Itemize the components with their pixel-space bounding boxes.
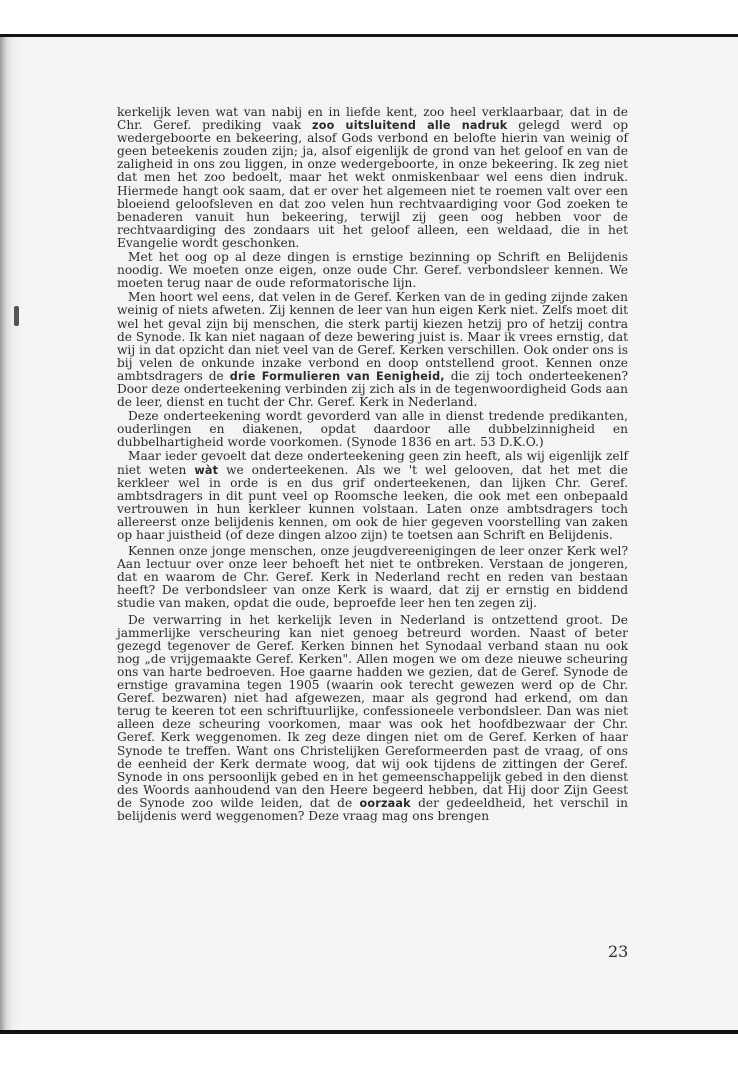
paragraph [117,450,628,542]
paragraph-text: der gedeeldheid, het verschil in belijdenis werd weggenomen? Deze vraag mag ons brengen [117,795,628,823]
paragraph [117,291,628,409]
paragraph-text: Kennen onze jonge menschen, onze jeugdvereenigingen de leer onzer Kerk wel? Aan lectuur over onze leer behoeft het niet te ontbreken. Verstaan de jongeren, dat en waarom de Chr. Geref. Kerk in Nederland recht en reden van bestaan heeft? De verbondsleer van onze Kerk is waard, dat zij er ernstig en biddend studie van maken, opdat die oude, beproefde leer hen ten zegen zij. [117,544,628,611]
paragraph [117,614,628,824]
paragraph-text: gelegd werd op wedergeboorte en bekeering, alsof Gods verbond en belofte hierin van weinig of geen beteekenis zouden zijn; ja, alsof eigenlijk de grond van het geloof en van de zaligheid in ons zou liggen, in onze wedergeboorte, in onze bekeering. Ik zeg niet dat men het zoo bedoelt, maar het wekt onmiskenbaar wel eens dien indruk. Hiermede hangt ook saam, dat er over het algemeen niet te roemen valt over een bloeiend geloofsleven en dat zoo velen hun rechtvaardiging voor God zoeken te benaderen vanuit hun bekeering, terwijl zij geen oog hebben voor de rechtvaardiging des zondaars uit het geloof alleen, een weldaad, die in het Evangelie wordt geschonken. [117,118,628,250]
paragraph [117,410,628,449]
paragraph [117,545,628,610]
paragraph [117,106,628,250]
paragraph-text: Met het oog op al deze dingen is ernstige bezinning op Schrift en Belijdenis noodig. We moeten onze eigen, onze oude Chr. Geref. verbondsleer kennen. We moeten terug naar de oude reformatorische lijn. [117,250,628,291]
emphasis-text: zoo uitsluitend alle nadruk [312,119,508,133]
paragraph-text: Deze onderteekening wordt gevorderd van alle in dienst tredende predikanten, ouderlingen en diakenen, opdat daardoor alle dubbelzinnigheid en dubbelhartigheid worde voorkomen. (Synode 1836 en art. 53 D.K.O.) [117,409,628,450]
bottom-border [0,1030,738,1034]
paragraph [117,251,628,290]
emphasis-text: oorzaak [359,796,411,810]
emphasis-text: drie Formulieren van Eenigheid, [229,369,445,383]
paragraph-text: die zij toch onderteekenen? Door deze onderteekening verbinden zij zich als in de tegenwoordigheid Gods aan de leer, dienst en tucht der Chr. Geref. Kerk in Nederland. [117,368,628,410]
emphasis-text: wàt [194,463,219,477]
paragraph-text: kerkelijk leven wat van nabij en in liefde kent, zoo heel verklaarbaar, dat in de Chr. Geref. prediking vaak [117,105,628,133]
page-number: 23 [608,942,629,961]
paragraph-text: De verwarring in het kerkelijk leven in Nederland is ontzettend groot. De jammerlijke verscheuring kan niet genoeg betreurd worden. Naast of beter gezegd tegenover de Geref. Kerken binnen het Synodaal verband staan nu ook nog „de vrijgemaakte Geref. Kerken". Allen mogen we om deze nieuwe scheuring ons van harte bedroeven. Hoe gaarne hadden we gezien, dat de Geref. Synode de ernstige gravamina tegen 1905 (waarin ook terecht gewezen werd op de Chr. Geref. bezwaren) niet had afgewezen, maar als gegrond had erkend, om dan terug te keeren tot een schriftuurlijke, confessioneele verbondsleer. Dan was niet alleen deze scheuring voorkomen, maar was ook het hoofdbezwaar der Chr. Geref. Kerk weggenomen. Ik zeg deze dingen niet om de Geref. Kerken of haar Synode te treffen. Want ons Christelijken Gereformeerden past de vraag, of ons de eenheid der Kerk dermate woog, dat wij ook tijdens de zittingen der Geref. Synode in ons persoonlijk gebed en in het gemeenschappelijk gebed in den dienst des Woords aanhoudend van den Heere begeerd hebben, dat Hij door Zijn Geest de Synode zoo wilde leiden, dat de [117,612,628,810]
paragraph-text: Men hoort wel eens, dat velen in de Geref. Kerken van de in geding zijnde zaken weinig of niets afweten. Zij kennen de leer van hun eigen Kerk niet. Zelfs moet dit wel het geval zijn bij menschen, die sterk partij kiezen hetzij pro of hetzij contra de Synode. Ik kan niet nagaan of deze bewering juist is. Maar ik vrees ernstig, dat wij in dat opzicht dan niet veel van de Geref. Kerken verschillen. Ook onder ons is bij velen de onkunde inzake verbond en doop ontstellend groot. Kennen onze ambtsdragers de [117,290,628,383]
paragraph-text: Maar ieder gevoelt dat deze onderteekening geen zin heeft, als wij eigenlijk zelf niet weten [117,449,628,477]
binding-mark [14,306,19,326]
paragraph-text: we onderteekenen. Als we 't wel gelooven, dat het met die kerkleer wel in orde is en dus grif onderteekenen, dan lijken Chr. Geref. ambtsdragers in dit punt veel op Roomsche leeken, die ook met een onbepaald vertrouwen in hun kerkleer kunnen volstaan. Laten onze ambtsdragers toch allereerst onze belijdenis kennen, om ook de hier gegeven voorstelling van zaken op haar juistheid (of deze dingen alzoo zijn) te toetsen aan Schrift en Belijdenis. [117,462,628,542]
page-body-text [117,106,628,824]
book-spine [0,37,22,1030]
